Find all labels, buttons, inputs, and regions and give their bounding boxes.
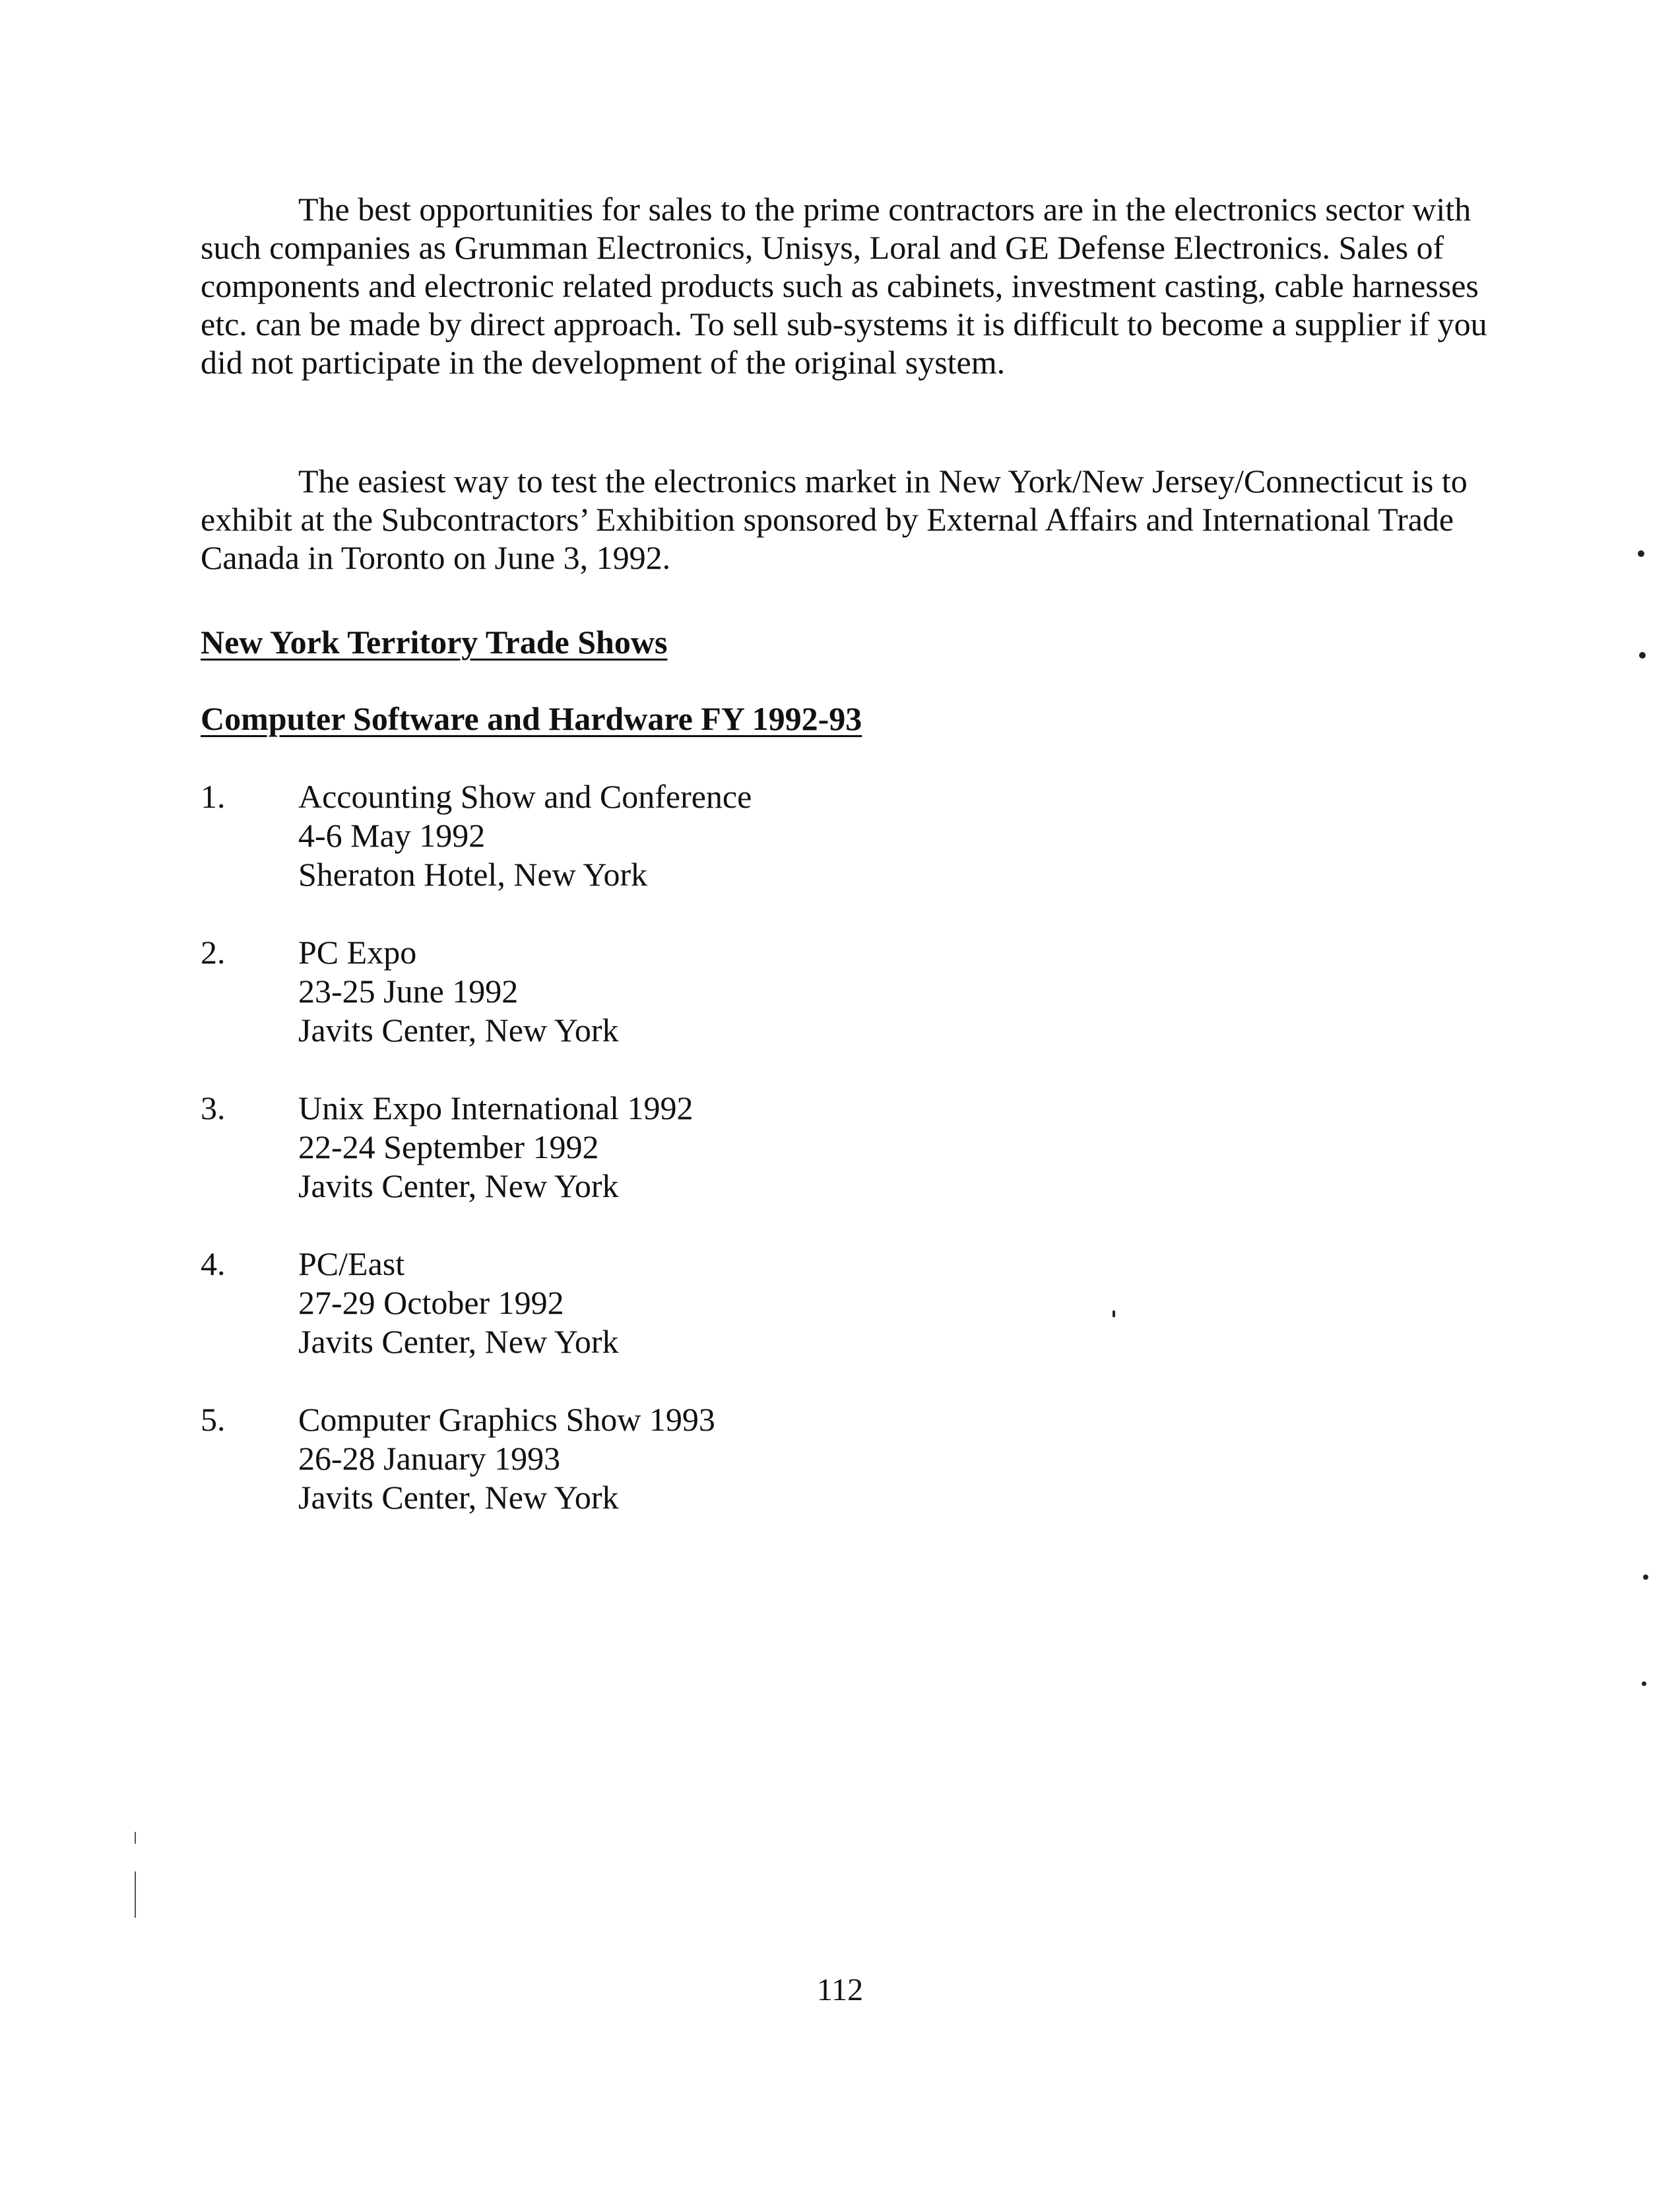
subsection-heading: Computer Software and Hardware FY 1992-93 <box>201 700 862 737</box>
trade-show-venue: Javits Center, New York <box>298 1323 619 1360</box>
trade-show-name: PC/East <box>298 1245 405 1282</box>
trade-show-venue: Sheraton Hotel, New York <box>298 856 648 893</box>
scan-edge-line <box>135 1871 136 1918</box>
trade-show-name: Computer Graphics Show 1993 <box>298 1401 715 1438</box>
trade-show-dates: 27-29 October 1992 <box>298 1284 564 1321</box>
paragraph-text: The best opportunities for sales to the prime contractors are in the electronics sector with such companies as Grumman Electronics, Unisys, Loral and GE Defense Electronics. Sales of components and electronic related products such as cabinets, investment casting, cable harnesses etc. can be made by direct approach. To sell sub-systems it is difficult to become a supplier if you did not participate in the development of the original system. <box>201 191 1487 381</box>
trade-show-dates: 22-24 September 1992 <box>298 1128 599 1165</box>
trade-show-venue: Javits Center, New York <box>298 1012 619 1049</box>
trade-show-venue: Javits Center, New York <box>298 1479 619 1516</box>
scan-speck <box>1638 550 1644 557</box>
list-item <box>201 1089 1256 1245</box>
list-item-number: 3. <box>201 1089 226 1126</box>
paragraph-prime-contractors <box>201 190 1494 381</box>
trade-show-dates: 26-28 January 1993 <box>298 1440 561 1477</box>
scan-speck <box>1113 1311 1115 1317</box>
list-item <box>201 933 1256 1089</box>
trade-show-venue: Javits Center, New York <box>298 1167 619 1204</box>
list-item-number: 1. <box>201 778 226 815</box>
list-item <box>201 777 1256 933</box>
trade-show-name: PC Expo <box>298 934 417 971</box>
trade-show-name: Unix Expo International 1992 <box>298 1089 694 1126</box>
list-item-number: 4. <box>201 1245 226 1282</box>
page-number: 112 <box>816 1972 864 2007</box>
list-item <box>201 1245 1256 1400</box>
section-heading: New York Territory Trade Shows <box>201 624 668 661</box>
paragraph-electronics-market <box>201 462 1494 577</box>
trade-show-name: Accounting Show and Conference <box>298 778 752 815</box>
trade-show-list <box>201 777 1256 1556</box>
scan-edge-line <box>135 1832 136 1844</box>
trade-show-dates: 4-6 May 1992 <box>298 817 486 854</box>
paragraph-text: The easiest way to test the electronics market in New York/New Jersey/Connecticut is to exhibit at the Subcontractors’ Exhibition sponsored by External Affairs and International Trade Canada in Toronto on June 3, 1992. <box>201 463 1468 576</box>
scan-speck <box>1643 1575 1648 1580</box>
trade-show-dates: 23-25 June 1992 <box>298 973 519 1010</box>
list-item-number: 5. <box>201 1401 226 1438</box>
scan-speck <box>1642 1681 1646 1686</box>
scan-speck <box>1639 652 1646 659</box>
list-item <box>201 1400 1256 1556</box>
list-item-number: 2. <box>201 934 226 971</box>
